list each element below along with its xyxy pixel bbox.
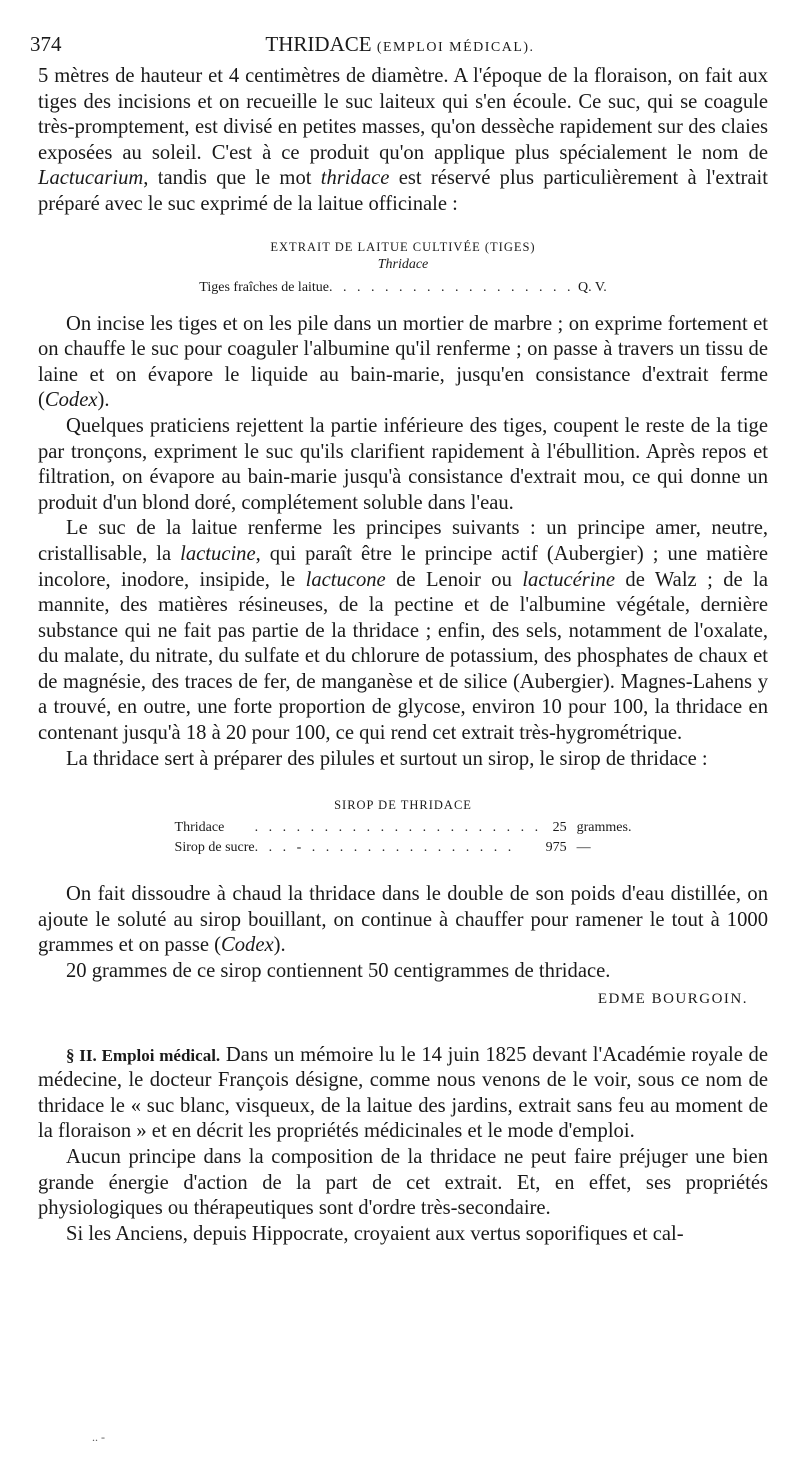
- paragraph-text: Dans un mémoire lu le 14 juin 1825 devant l'Académie royale de médecine, le docteur François désigne, comme nous venons de le voir, sous ce nom de thridace le « suc blanc, visqueux, de la laitue des jardins, extrait sans feu au moment de la floraison » et en décrit les propriétés médicinales et le mode d'emploi.: [38, 1043, 768, 1143]
- paragraph-text: ).: [97, 389, 110, 412]
- citation-codex: Codex: [221, 934, 274, 957]
- leader-dots: . . . . . . . . . . . . . . . . . . . . .: [254, 820, 542, 836]
- paragraph-text: On fait dissoudre à chaud la thridace dans le double de son poids d'eau distillée, on ajoute le soluté au sirop bouillant, on continue à chauffer pour ramener le tout à 1000 grammes et on passe (: [38, 883, 768, 957]
- paragraph-sirop-intro: La thridace sert à préparer des pilules et surtout un sirop, le sirop de thridace :: [66, 747, 708, 770]
- paragraph-text: de Lenoir ou: [385, 568, 523, 591]
- ingredient-unit: —: [576, 840, 591, 856]
- paragraph-lactucarium: [38, 64, 768, 218]
- recipe-row: [175, 818, 632, 838]
- term-thridace: thridace: [320, 167, 390, 190]
- term-lactucine: lactucine: [180, 542, 256, 565]
- ingredient-unit: grammes.: [576, 820, 632, 836]
- recipe-subtitle: Thridace: [377, 256, 429, 272]
- paragraph-text: , tandis que le mot: [143, 167, 321, 190]
- paragraph-text: , qui paraît être le principe actif (Aubergier) ; une matière incolore, inodore, insipide, le: [38, 542, 768, 591]
- paragraph-text: On incise les tiges et on les pile dans un mortier de marbre ; on exprime fortement et on chauffe le suc pour coaguler l'albumine qu'il renferme ; on passe à travers un tissu de laine et on évapore le liquide au bain-marie, jusqu'en consistance d'extrait ferme (: [38, 312, 768, 412]
- paragraph-dissolution: [38, 882, 768, 959]
- paragraph-principes: [38, 516, 768, 746]
- ingredient-quantity: 25: [552, 820, 567, 836]
- paragraph-anciens: Si les Anciens, depuis Hippocrate, croyaient aux vertus soporifiques et cal-: [66, 1222, 684, 1245]
- paragraph-dosage: 20 grammes de ce sirop contiennent 50 centigrammes de thridace.: [66, 960, 611, 983]
- recipe-table: [175, 818, 632, 858]
- citation-codex: Codex: [44, 389, 98, 412]
- section-heading: § II. Emploi médical.: [66, 1045, 221, 1065]
- ingredient-label: Sirop de sucre: [174, 840, 255, 856]
- paragraph-text: Le suc de la laitue renferme les principes suivants : un principe amer, neutre, cristallisable, la: [38, 517, 768, 565]
- running-title: [30, 30, 770, 62]
- recipe-title: SIROP DE THRIDACE: [334, 798, 472, 813]
- recipe-title: EXTRAIT DE LAITUE CULTIVÉE (TIGES): [270, 239, 536, 254]
- running-header: [30, 30, 770, 58]
- paragraph-text: ).: [273, 934, 286, 957]
- recipe-table: [199, 278, 606, 298]
- recipe-row: [175, 838, 632, 858]
- paragraph-text: 5 mètres de hauteur et 4 centimètres de diamètre. A l'époque de la floraison, on fait aux tiges des incisions et on recueille le suc laiteux qui s'en écoule. Ce suc, qui se coagule très-promptement, est divisé en petites masses, qu'on dessèche rapidement sur des claies exposées au soleil. C'est à ce produit qu'on applique plus spécialement le nom de: [38, 65, 768, 164]
- leader-dots: . . . . . . . . . . . . . . . . . .: [329, 279, 575, 295]
- paragraph-energie: Aucun principe dans la composition de la thridace ne peut faire préjuger une bien grande énergie d'action de la part de cet extrait. Et, en effet, ses propriétés physiologiques ou thérapeutiques sont d'ordre très-secondaire.: [38, 1146, 768, 1220]
- term-lactucone: lactucone: [305, 568, 386, 591]
- ingredient-quantity: Q. V.: [578, 279, 607, 295]
- ingredient-label: Tiges fraîches de laitue: [199, 279, 330, 295]
- author-signature: EDME BOURGOIN.: [597, 990, 748, 1007]
- recipe-extrait: [38, 238, 768, 298]
- paragraph-text: est réservé plus particulièrement à l'extrait préparé avec le suc exprimé de la laitue officinale :: [38, 167, 768, 215]
- running-title-section: (EMPLOI MÉDICAL).: [376, 40, 535, 55]
- paragraph-text: de Walz ; de la mannite, des matières résineuses, de la pectine et de l'albumine végétale, dernière substance qui ne fait pas partie de la thridace ; enfin, des sels, notamment de l'oxalate, du malate, du nitrate, du sulfate et du chlorure de potassium, des phosphates de chaux et de magnésie, des traces de fer, de manganèse et de silice (Aubergier). Magnes-Lahens y a trouvé, en outre, une forte proportion de glycose, environ 10 pour 100, la thridace en contenant jusqu'à 18 à 20 pour 100, ce qui rend cet extrait très-hygrométrique.: [38, 568, 768, 745]
- page-footer-marks: .. -: [92, 1430, 105, 1444]
- section-emploi-medical: [38, 1043, 768, 1145]
- recipe-row: [199, 278, 606, 298]
- ingredient-quantity: 975: [545, 840, 567, 856]
- page-body: [38, 64, 768, 1247]
- paragraph-praticiens: Quelques praticiens rejettent la partie inférieure des tiges, coupent le reste de la tige par tronçons, expriment le suc qu'ils clarifient rapidement à l'ébullition. Après repos et filtration, on évapore au bain-marie jusqu'à consistance d'extrait mou, ce qui donne un produit d'un blond doré, complétement soluble dans l'eau.: [38, 414, 768, 514]
- page-number: 374: [30, 32, 62, 56]
- paragraph-preparation: [38, 312, 768, 414]
- recipe-sirop: [38, 796, 768, 858]
- ingredient-label: Thridace: [174, 820, 225, 836]
- running-title-main: THRIDACE: [265, 32, 372, 56]
- leader-dots: . . . - . . . . . . . . . . . . . . .: [254, 840, 515, 856]
- term-lactucarium: Lactucarium: [38, 167, 144, 190]
- term-lactucerine: lactucérine: [522, 568, 615, 591]
